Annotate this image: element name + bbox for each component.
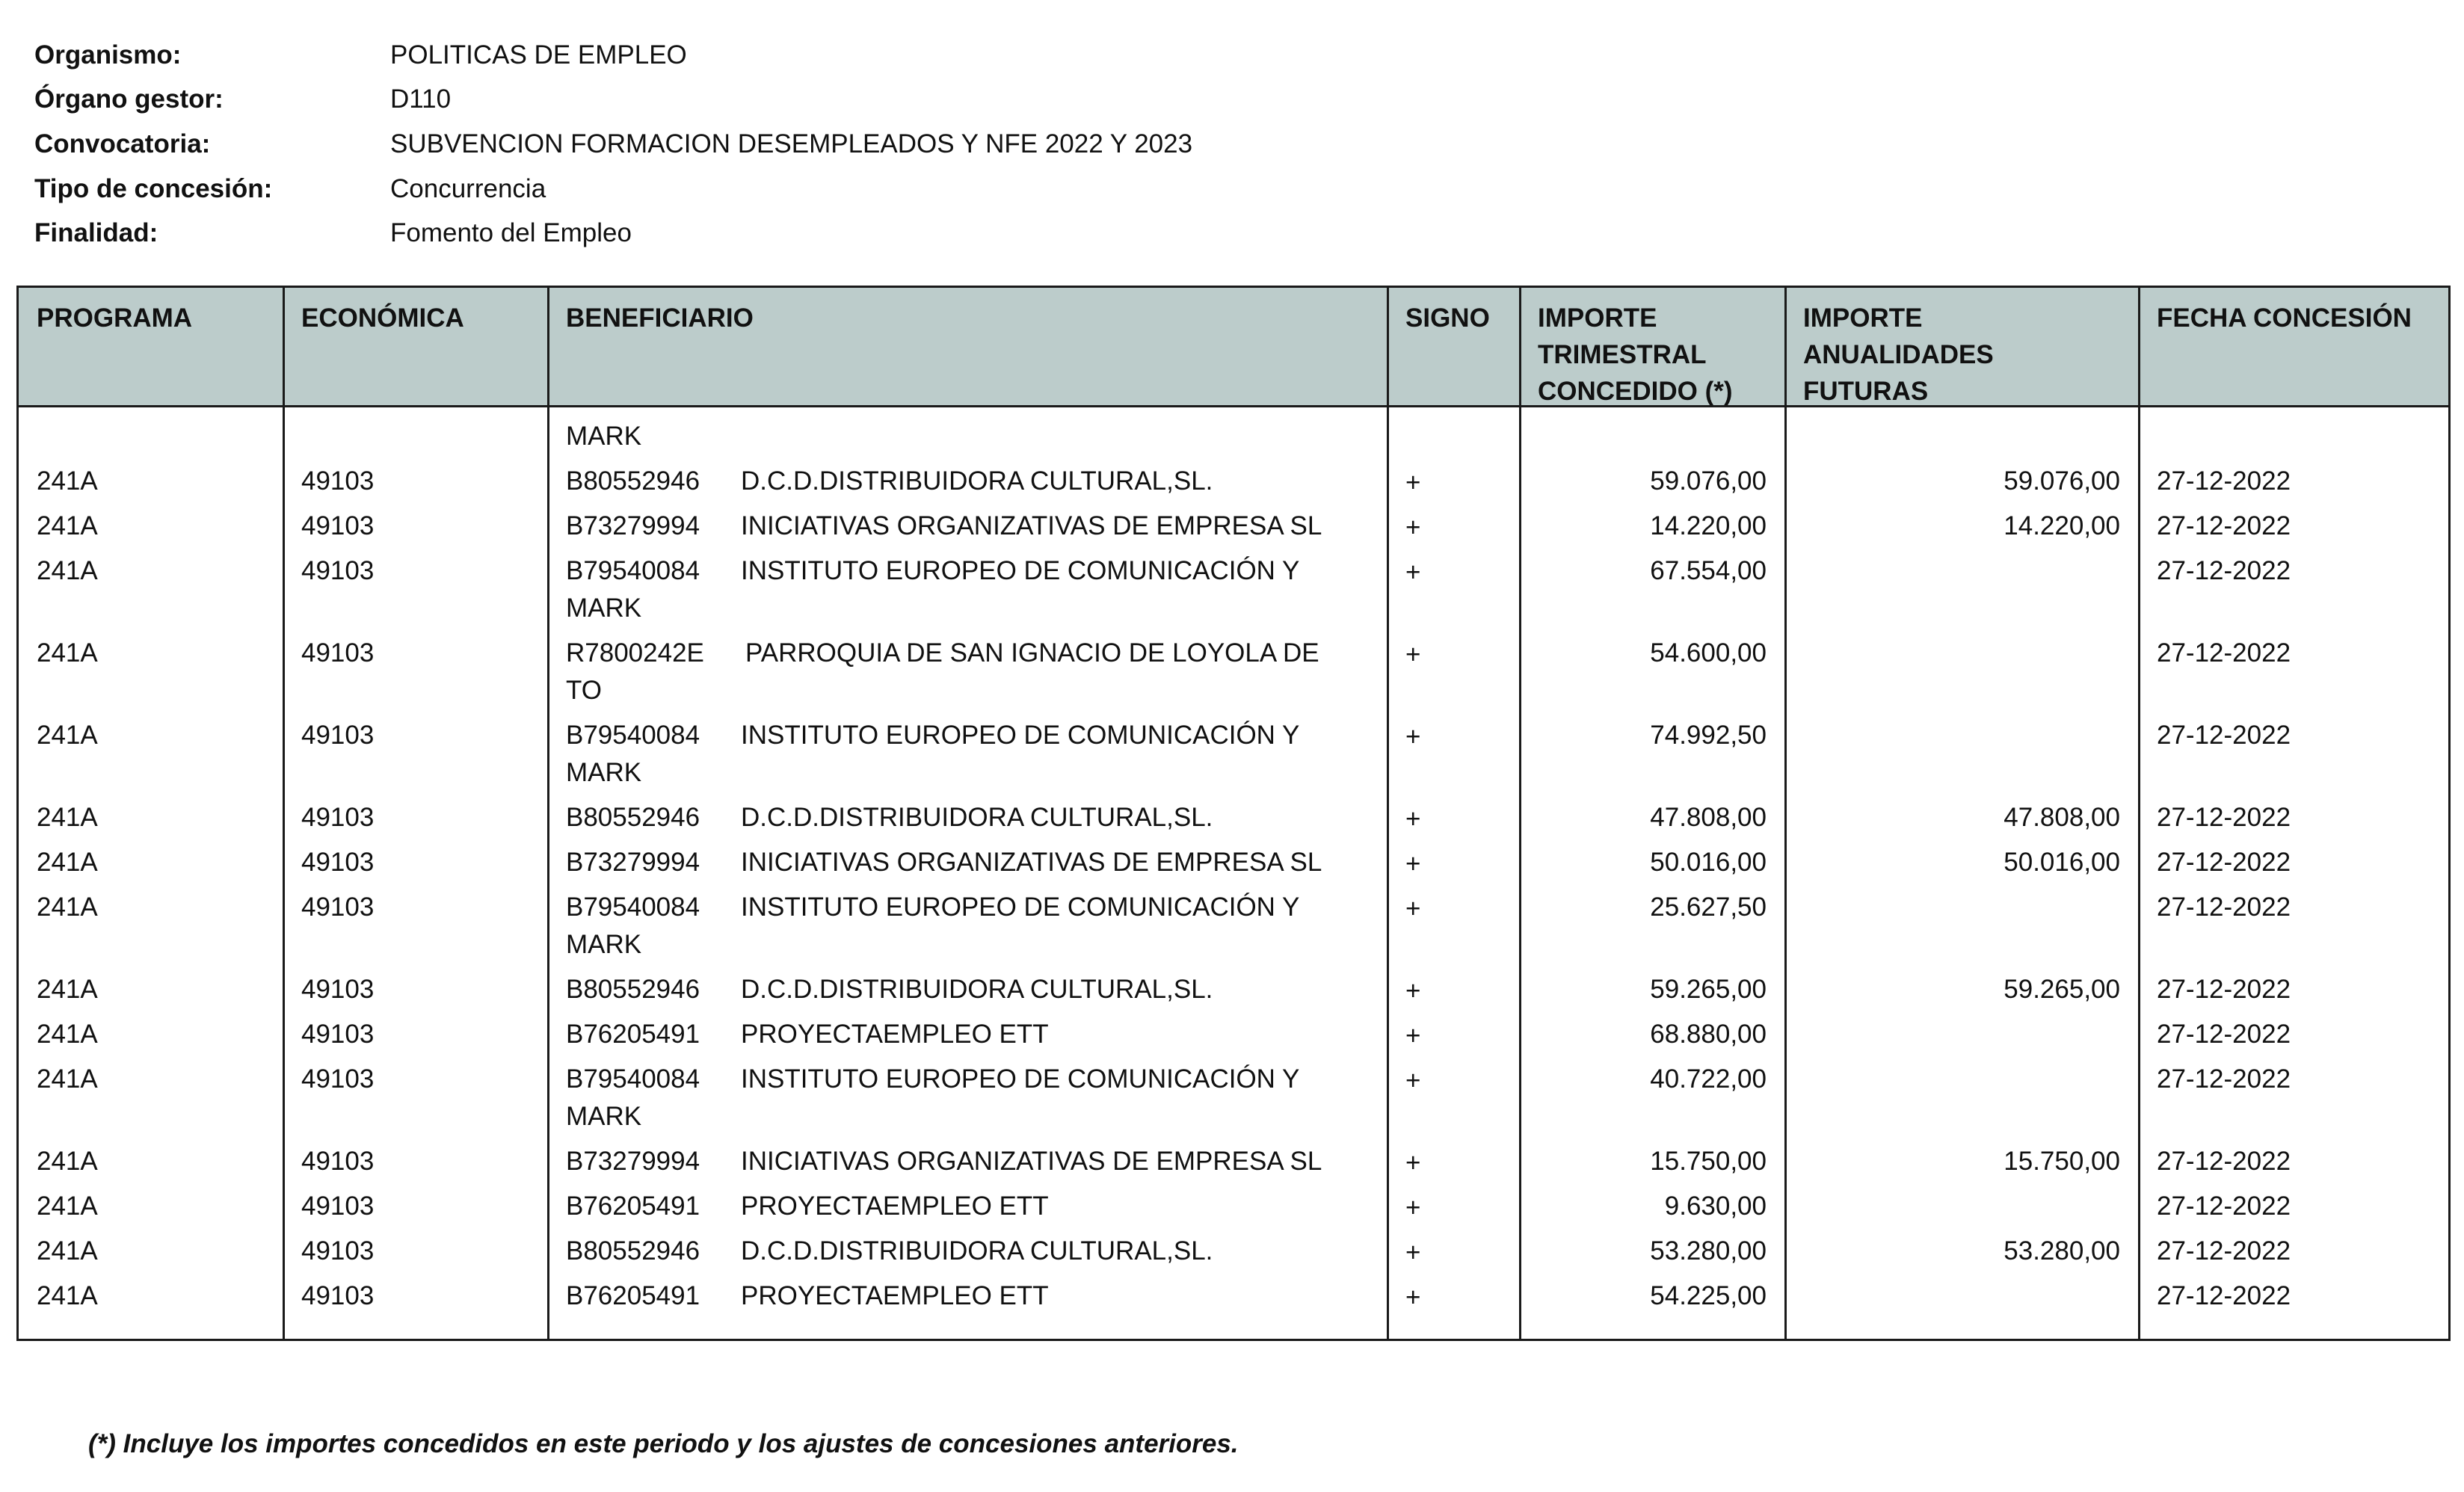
- beneficiario-nif: B80552946: [566, 1236, 700, 1266]
- header-importe-anualidades-line3: FUTURAS: [1803, 377, 1929, 406]
- beneficiario-name-continued: MARK: [566, 594, 642, 623]
- economica-cell: 49103: [301, 975, 375, 1004]
- programa-cell: 241A: [37, 1147, 98, 1176]
- importe-trimestral-cell: 59.076,00: [1650, 466, 1767, 496]
- fecha-concesion-cell: 27-12-2022: [2157, 893, 2291, 922]
- importe-futuras-cell: 15.750,00: [2003, 1147, 2120, 1176]
- beneficiario-nif: B73279994: [566, 1147, 700, 1176]
- beneficiario-nif: B80552946: [566, 803, 700, 832]
- programa-cell: 241A: [37, 1236, 98, 1266]
- importe-trimestral-cell: 50.016,00: [1650, 848, 1767, 877]
- organo-gestor-label: Órgano gestor:: [34, 84, 224, 114]
- concessions-table: [16, 286, 2451, 1341]
- tipo-concesion-value: Concurrencia: [390, 173, 546, 203]
- footnote: (*) Incluye los importes concedidos en este periodo y los ajustes de concesiones anteriores.: [88, 1429, 1239, 1458]
- beneficiario-name: INICIATIVAS ORGANIZATIVAS DE EMPRESA SL: [741, 1147, 1322, 1176]
- beneficiario-name: D.C.D.DISTRIBUIDORA CULTURAL,SL.: [741, 1236, 1213, 1266]
- beneficiario-name: INSTITUTO EUROPEO DE COMUNICACIÓN Y: [741, 556, 1300, 585]
- organismo-row: [34, 33, 1192, 78]
- importe-trimestral-cell: 9.630,00: [1664, 1192, 1767, 1221]
- economica-cell: 49103: [301, 893, 375, 922]
- signo-cell: +: [1405, 1193, 1421, 1222]
- tipo-concesion-label: Tipo de concesión:: [34, 173, 273, 203]
- importe-trimestral-cell: 15.750,00: [1650, 1147, 1767, 1176]
- header-importe-trimestral: [1538, 300, 1733, 410]
- beneficiario-name: PROYECTAEMPLEO ETT: [741, 1281, 1049, 1310]
- importe-futuras-cell: 14.220,00: [2003, 511, 2120, 540]
- importe-futuras-cell: 53.280,00: [2003, 1236, 2120, 1266]
- table-row: [19, 542, 2448, 624]
- importe-trimestral-cell: 25.627,50: [1650, 893, 1767, 922]
- beneficiario-nif: B73279994: [566, 511, 700, 540]
- programa-cell: 241A: [37, 1020, 98, 1049]
- header-importe-trimestral-line1: IMPORTE: [1538, 303, 1657, 333]
- economica-cell: 49103: [301, 1236, 375, 1266]
- table-row: [19, 1177, 2448, 1222]
- beneficiario-nif: B80552946: [566, 466, 700, 496]
- economica-cell: 49103: [301, 1281, 375, 1310]
- header-importe-anualidades: [1803, 300, 1994, 410]
- programa-cell: 241A: [37, 893, 98, 922]
- header-importe-anualidades-line2: ANUALIDADES: [1803, 340, 1994, 369]
- tipo-concesion-row: [34, 167, 1192, 212]
- programa-cell: 241A: [37, 848, 98, 877]
- beneficiario-name-continued: TO: [566, 676, 602, 705]
- table-row: [19, 1005, 2448, 1050]
- convocatoria-row: [34, 122, 1192, 167]
- programa-cell: 241A: [37, 803, 98, 832]
- table-row: [19, 452, 2448, 497]
- table-row: [19, 878, 2448, 961]
- importe-trimestral-cell: 54.600,00: [1650, 638, 1767, 668]
- importe-futuras-cell: 59.265,00: [2003, 975, 2120, 1004]
- table-row: [19, 833, 2448, 878]
- importe-trimestral-cell: 59.265,00: [1650, 975, 1767, 1004]
- fecha-concesion-cell: 27-12-2022: [2157, 803, 2291, 832]
- beneficiario-name: INSTITUTO EUROPEO DE COMUNICACIÓN Y: [741, 893, 1300, 922]
- economica-cell: 49103: [301, 803, 375, 832]
- beneficiario-name: INSTITUTO EUROPEO DE COMUNICACIÓN Y: [741, 1064, 1300, 1094]
- beneficiario-name: INSTITUTO EUROPEO DE COMUNICACIÓN Y: [741, 721, 1300, 750]
- table-body: [19, 407, 2448, 1312]
- beneficiario-name: D.C.D.DISTRIBUIDORA CULTURAL,SL.: [741, 975, 1213, 1004]
- fecha-concesion-cell: 27-12-2022: [2157, 511, 2291, 540]
- programa-cell: 241A: [37, 975, 98, 1004]
- finalidad-value: Fomento del Empleo: [390, 218, 632, 248]
- header-fecha-concesion: FECHA CONCESIÓN: [2157, 303, 2412, 333]
- economica-cell: 49103: [301, 466, 375, 496]
- fecha-concesion-cell: 27-12-2022: [2157, 1147, 2291, 1176]
- signo-cell: +: [1405, 1148, 1421, 1177]
- beneficiario-name: PARROQUIA DE SAN IGNACIO DE LOYOLA DE: [745, 638, 1319, 668]
- fecha-concesion-cell: 27-12-2022: [2157, 638, 2291, 668]
- signo-cell: +: [1405, 558, 1421, 587]
- header-info: [34, 33, 1192, 256]
- fecha-concesion-cell: 27-12-2022: [2157, 1192, 2291, 1221]
- header-importe-trimestral-line2: TRIMESTRAL: [1538, 340, 1707, 369]
- beneficiario-nif: B79540084: [566, 1064, 700, 1094]
- importe-futuras-cell: 50.016,00: [2003, 848, 2120, 877]
- table-row: [19, 1050, 2448, 1132]
- beneficiario-name-continued: MARK: [566, 930, 642, 959]
- programa-cell: 241A: [37, 638, 98, 668]
- programa-cell: 241A: [37, 511, 98, 540]
- importe-trimestral-cell: 74.992,50: [1650, 721, 1767, 750]
- programa-cell: 241A: [37, 721, 98, 750]
- table-row: [19, 624, 2448, 706]
- table-row: [19, 497, 2448, 542]
- fecha-concesion-cell: 27-12-2022: [2157, 1236, 2291, 1266]
- beneficiario-nif: B76205491: [566, 1281, 700, 1310]
- economica-cell: 49103: [301, 1064, 375, 1094]
- continuation-text: MARK: [566, 422, 642, 451]
- importe-trimestral-cell: 47.808,00: [1650, 803, 1767, 832]
- table-row: [19, 789, 2448, 833]
- signo-cell: +: [1405, 894, 1421, 923]
- signo-cell: +: [1405, 722, 1421, 751]
- finalidad-label: Finalidad:: [34, 218, 158, 248]
- beneficiario-name: PROYECTAEMPLEO ETT: [741, 1192, 1049, 1221]
- header-signo: SIGNO: [1405, 303, 1490, 333]
- signo-cell: +: [1405, 849, 1421, 878]
- signo-cell: +: [1405, 640, 1421, 669]
- beneficiario-name-continued: MARK: [566, 1102, 642, 1131]
- economica-cell: 49103: [301, 1147, 375, 1176]
- fecha-concesion-cell: 27-12-2022: [2157, 1020, 2291, 1049]
- signo-cell: +: [1405, 804, 1421, 833]
- importe-futuras-cell: 59.076,00: [2003, 466, 2120, 496]
- continuation-row: [19, 407, 2448, 452]
- organismo-value: POLITICAS DE EMPLEO: [390, 40, 687, 70]
- beneficiario-name: INICIATIVAS ORGANIZATIVAS DE EMPRESA SL: [741, 848, 1322, 877]
- economica-cell: 49103: [301, 556, 375, 585]
- organo-gestor-value: D110: [390, 84, 452, 114]
- importe-trimestral-cell: 40.722,00: [1650, 1064, 1767, 1094]
- economica-cell: 49103: [301, 721, 375, 750]
- beneficiario-name: D.C.D.DISTRIBUIDORA CULTURAL,SL.: [741, 803, 1213, 832]
- table-row: [19, 1132, 2448, 1177]
- signo-cell: +: [1405, 468, 1421, 497]
- signo-cell: +: [1405, 1283, 1421, 1312]
- fecha-concesion-cell: 27-12-2022: [2157, 848, 2291, 877]
- beneficiario-nif: R7800242E: [566, 638, 704, 668]
- table-row: [19, 1267, 2448, 1312]
- fecha-concesion-cell: 27-12-2022: [2157, 556, 2291, 585]
- table-row: [19, 961, 2448, 1005]
- organo-gestor-row: [34, 78, 1192, 123]
- beneficiario-nif: B73279994: [566, 848, 700, 877]
- importe-trimestral-cell: 14.220,00: [1650, 511, 1767, 540]
- programa-cell: 241A: [37, 1192, 98, 1221]
- fecha-concesion-cell: 27-12-2022: [2157, 721, 2291, 750]
- convocatoria-label: Convocatoria:: [34, 129, 211, 158]
- fecha-concesion-cell: 27-12-2022: [2157, 1064, 2291, 1094]
- signo-cell: +: [1405, 1238, 1421, 1267]
- economica-cell: 49103: [301, 848, 375, 877]
- fecha-concesion-cell: 27-12-2022: [2157, 1281, 2291, 1310]
- header-economica: ECONÓMICA: [301, 303, 464, 333]
- table-row: [19, 706, 2448, 789]
- signo-cell: +: [1405, 1066, 1421, 1095]
- importe-trimestral-cell: 53.280,00: [1650, 1236, 1767, 1266]
- header-programa: PROGRAMA: [37, 303, 193, 333]
- beneficiario-nif: B79540084: [566, 893, 700, 922]
- signo-cell: +: [1405, 976, 1421, 1005]
- beneficiario-nif: B76205491: [566, 1192, 700, 1221]
- table-row: [19, 1222, 2448, 1267]
- importe-trimestral-cell: 54.225,00: [1650, 1281, 1767, 1310]
- programa-cell: 241A: [37, 466, 98, 496]
- header-importe-trimestral-line3: CONCEDIDO (*): [1538, 377, 1733, 406]
- organismo-label: Organismo:: [34, 40, 182, 70]
- fecha-concesion-cell: 27-12-2022: [2157, 975, 2291, 1004]
- programa-cell: 241A: [37, 1281, 98, 1310]
- header-importe-anualidades-line1: IMPORTE: [1803, 303, 1923, 333]
- beneficiario-nif: B76205491: [566, 1020, 700, 1049]
- economica-cell: 49103: [301, 638, 375, 668]
- header-beneficiario: BENEFICIARIO: [566, 303, 754, 333]
- economica-cell: 49103: [301, 1020, 375, 1049]
- finalidad-row: [34, 211, 1192, 256]
- importe-trimestral-cell: 68.880,00: [1650, 1020, 1767, 1049]
- programa-cell: 241A: [37, 556, 98, 585]
- beneficiario-nif: B80552946: [566, 975, 700, 1004]
- economica-cell: 49103: [301, 511, 375, 540]
- signo-cell: +: [1405, 1021, 1421, 1050]
- table-header: [19, 288, 2448, 407]
- beneficiario-name: INICIATIVAS ORGANIZATIVAS DE EMPRESA SL: [741, 511, 1322, 540]
- importe-trimestral-cell: 67.554,00: [1650, 556, 1767, 585]
- fecha-concesion-cell: 27-12-2022: [2157, 466, 2291, 496]
- importe-futuras-cell: 47.808,00: [2003, 803, 2120, 832]
- convocatoria-value: SUBVENCION FORMACION DESEMPLEADOS Y NFE 2022 Y 2023: [390, 129, 1193, 158]
- signo-cell: +: [1405, 513, 1421, 542]
- economica-cell: 49103: [301, 1192, 375, 1221]
- beneficiario-name: PROYECTAEMPLEO ETT: [741, 1020, 1049, 1049]
- beneficiario-nif: B79540084: [566, 556, 700, 585]
- programa-cell: 241A: [37, 1064, 98, 1094]
- beneficiario-nif: B79540084: [566, 721, 700, 750]
- beneficiario-name: D.C.D.DISTRIBUIDORA CULTURAL,SL.: [741, 466, 1213, 496]
- beneficiario-name-continued: MARK: [566, 758, 642, 787]
